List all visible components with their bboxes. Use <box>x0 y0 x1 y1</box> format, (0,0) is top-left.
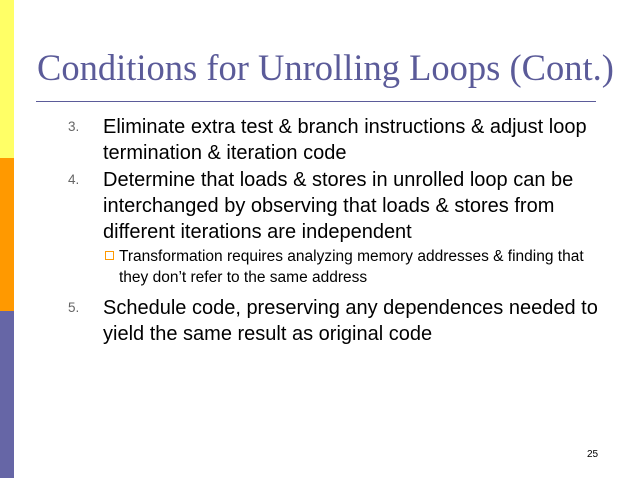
list-number: 5. <box>68 300 80 315</box>
title-divider <box>36 101 596 102</box>
list-item-text: Eliminate extra test & branch instructions & adjust loop termination & iteration code <box>103 116 587 164</box>
left-bar-yellow <box>0 0 14 158</box>
list-item-text: Determine that loads & stores in unrolled loop can be interchanged by observing that loads & stores from different iterations are independent <box>103 169 574 243</box>
page-number: 25 <box>587 449 599 460</box>
left-bar-purple <box>0 311 14 478</box>
list-item-text: Schedule code, preserving any dependences needed to yield the same result as original code <box>103 297 598 345</box>
list-number: 3. <box>68 119 80 134</box>
sub-item-text: Transformation requires analyzing memory addresses & finding that they don’t refer to the same address <box>119 248 584 286</box>
slide-title: Conditions for Unrolling Loops (Cont.) <box>37 47 614 88</box>
square-bullet-icon <box>105 251 114 260</box>
left-bar-orange <box>0 158 14 311</box>
list-number: 4. <box>68 172 80 187</box>
